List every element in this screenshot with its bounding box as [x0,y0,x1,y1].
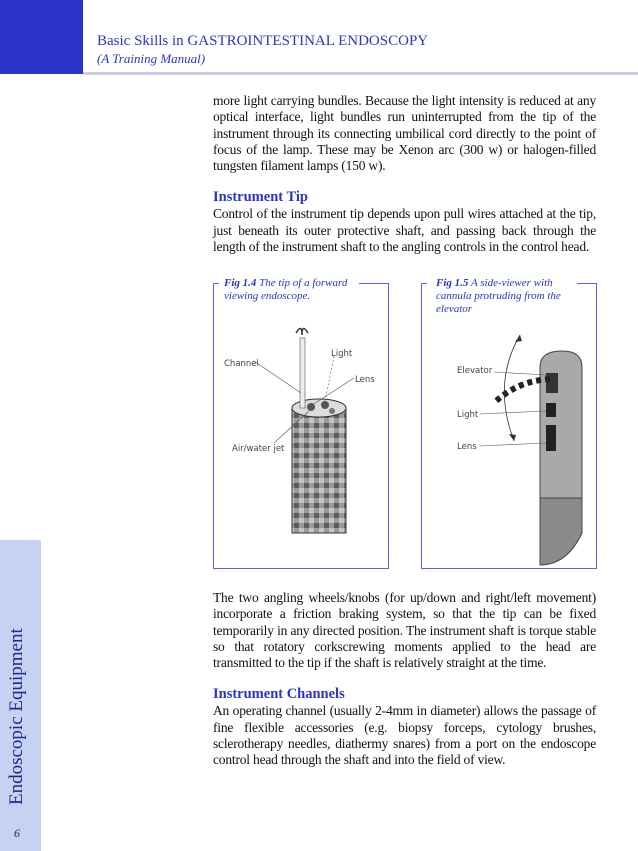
paragraph-light-bundles: more light carrying bundles. Because the light intensity is reduced at any optical interface, light bundles run uninterrupted from the tip of the instrument through its connecting umbilical cord directly to the point of focus of the lamp. These may be Xenon arc (300 w) or halogen-filled tungsten filament lamps (150 w). [213,93,596,174]
label-air-water-jet: Air/water jet [232,444,285,454]
main-content [213,93,596,255]
channel-port [321,401,329,409]
lens-port [307,403,315,411]
pointer-line [480,411,546,414]
pointer-line [325,356,334,401]
heading-instrument-tip: Instrument Tip [213,189,308,206]
running-header-subtitle: (A Training Manual) [97,51,206,66]
label-light: Light [457,410,479,420]
pointer-line [480,443,546,446]
paragraph-angling-wheels: The two angling wheels/knobs (for up/down and right/left movement) incorporate a friction braking system, so that the tip can be fixed temporarily in any directed position. The instrument shaft is torque stable so that rotatory corkscrewing moments applied to the head are transmitted to the tip if the shaft is relatively straight at the time. [213,590,596,671]
label-light: Light [331,349,353,359]
light-window [546,403,556,417]
lens-window [546,425,556,451]
label-channel: Channel [224,359,259,369]
figure-caption-text: A side-viewer with cannula protruding from the elevator [436,277,561,315]
header-rule [83,72,638,75]
arrow-head [515,335,522,342]
figure-caption-text: The tip of a forward viewing endoscope. [224,277,348,302]
light-port [329,408,335,414]
label-elevator: Elevator [457,366,493,376]
running-header-title: Basic Skills in GASTROINTESTINAL ENDOSCOPY [97,33,429,49]
paragraph-instrument-tip: Control of the instrument tip depends upon pull wires attached at the tip, just beneath its outer protective shaft, and passing back through the length of the instrument shaft to the angling controls in the control head. [213,206,596,255]
pointer-line [254,361,301,393]
page-number: 6 [14,826,20,840]
figure-number: Fig 1.5 [436,277,469,289]
pointer-line [494,372,546,375]
chapter-label: Endoscopic Equipment [6,628,27,805]
side-viewer-illustration [422,283,596,568]
header-corner-block [0,0,83,74]
label-lens: Lens [355,375,375,385]
forward-endoscope-illustration [214,283,388,568]
arrow-head [509,434,516,441]
elevator-window [546,373,558,393]
figure-side-viewer [421,277,597,569]
forceps-jaws [296,328,308,335]
main-content-lower [213,590,596,769]
endoscope-shaft [292,408,346,533]
endoscope-sheath [540,498,582,565]
label-lens: Lens [457,442,477,452]
paragraph-instrument-channels: An operating channel (usually 2-4mm in diameter) allows the passage of fine flexible accessories (e.g. biopsy forceps, cytology brushes, sclerotherapy needles, diathermy snares) from a port on the endoscope control head through the shaft and into the field of view. [213,703,596,768]
heading-instrument-channels: Instrument Channels [213,686,345,703]
figure-forward-viewing-tip [213,277,389,569]
biopsy-forceps [300,338,305,408]
figure-number: Fig 1.4 [224,277,257,289]
